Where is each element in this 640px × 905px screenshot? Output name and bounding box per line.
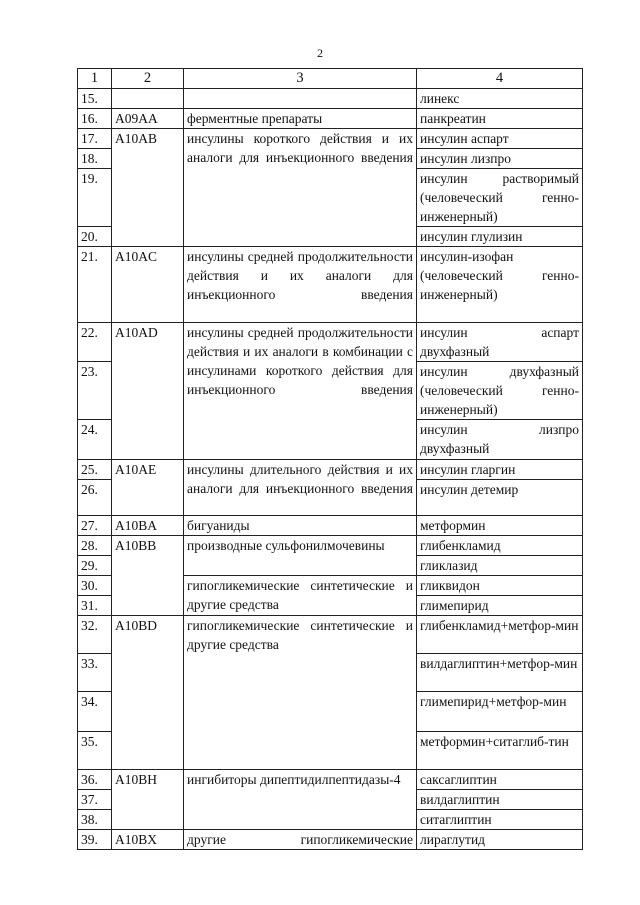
group-name (184, 89, 417, 109)
row-number: 36. (78, 770, 112, 790)
drug-name: гликлазид (417, 556, 583, 576)
drug-name: инсулин аспарт (417, 129, 583, 149)
drug-name: инсулин глулизин (417, 227, 583, 247)
row-number: 35. (78, 732, 112, 770)
group-name: инсулины средней продолжительности действия и их аналоги в комбинации с инсулинами короткого действия для инъекционного введения (184, 323, 417, 460)
table-row (78, 89, 583, 109)
group-name: ингибиторы дипептидилпептидазы-4 (184, 770, 417, 830)
table-row (78, 460, 583, 480)
group-name: инсулины средней продолжительности действия и их аналоги для инъекционного введения (184, 247, 417, 323)
row-number: 28. (78, 536, 112, 556)
row-number: 25. (78, 460, 112, 480)
drug-name: инсулин гларгин (417, 460, 583, 480)
atc-code: A10BH (112, 770, 184, 830)
table-row (78, 770, 583, 790)
table-row (78, 536, 583, 556)
row-number: 27. (78, 516, 112, 536)
drug-name: инсулин-изофан (человеческий генно-инженерный) (417, 247, 583, 323)
row-number: 31. (78, 596, 112, 616)
drug-name: вилдаглиптин (417, 790, 583, 810)
row-number: 18. (78, 149, 112, 169)
drug-name: глимепирид+метфор-мин (417, 692, 583, 732)
drug-name: саксаглиптин (417, 770, 583, 790)
atc-code: A10AE (112, 460, 184, 516)
drug-name: инсулин двухфазный (человеческий генно-инженерный) (417, 362, 583, 420)
table-row (78, 129, 583, 149)
drug-name: глибенкламид (417, 536, 583, 556)
atc-code: A10AC (112, 247, 184, 323)
drug-name: линекс (417, 89, 583, 109)
drug-name: глимепирид (417, 596, 583, 616)
row-number: 19. (78, 169, 112, 227)
row-number: 16. (78, 109, 112, 129)
drug-name: метформин (417, 516, 583, 536)
row-number: 32. (78, 616, 112, 654)
group-name: инсулины длительного действия и их аналоги для инъекционного введения (184, 460, 417, 516)
table-row (78, 247, 583, 323)
table-row (78, 516, 583, 536)
atc-code: A10AD (112, 323, 184, 460)
row-number: 39. (78, 830, 112, 850)
header-col-2: 2 (112, 69, 184, 89)
atc-code: A10AB (112, 129, 184, 247)
drug-name: лираглутид (417, 830, 583, 850)
table-row (78, 109, 583, 129)
drug-name: глибенкламид+метфор-мин (417, 616, 583, 654)
row-number: 15. (78, 89, 112, 109)
row-number: 26. (78, 480, 112, 516)
table-row (78, 616, 583, 654)
drug-name: гликвидон (417, 576, 583, 596)
table-row (78, 323, 583, 362)
group-name: другие гипогликемические (184, 830, 417, 850)
row-number: 33. (78, 654, 112, 692)
row-number: 29. (78, 556, 112, 576)
row-number: 30. (78, 576, 112, 596)
table-row (78, 830, 583, 850)
row-number: 34. (78, 692, 112, 732)
medications-table (77, 68, 583, 850)
drug-name: метформин+ситаглиб-тин (417, 732, 583, 770)
atc-code: A10BB (112, 536, 184, 616)
atc-code: A10BA (112, 516, 184, 536)
group-name: бигуаниды (184, 516, 417, 536)
header-col-1: 1 (78, 69, 112, 89)
drug-name: инсулин лизпро двухфазный (417, 420, 583, 460)
drug-name: инсулин аспарт двухфазный (417, 323, 583, 362)
drug-name: панкреатин (417, 109, 583, 129)
drug-name: инсулин детемир (417, 480, 583, 516)
atc-code: A09AA (112, 109, 184, 129)
atc-code: A10BX (112, 830, 184, 850)
header-row (78, 69, 583, 89)
row-number: 21. (78, 247, 112, 323)
atc-code (112, 89, 184, 109)
drug-name: ситаглиптин (417, 810, 583, 830)
header-col-4: 4 (417, 69, 583, 89)
row-number: 23. (78, 362, 112, 420)
row-number: 24. (78, 420, 112, 460)
group-name: ферментные препараты (184, 109, 417, 129)
drug-name: инсулин растворимый (человеческий генно-инженерный) (417, 169, 583, 227)
row-number: 22. (78, 323, 112, 362)
page-number: 2 (317, 46, 323, 60)
drug-name: вилдаглиптин+метфор-мин (417, 654, 583, 692)
header-col-3: 3 (184, 69, 417, 89)
row-number: 38. (78, 810, 112, 830)
atc-code: A10BD (112, 616, 184, 770)
row-number: 17. (78, 129, 112, 149)
drug-name: инсулин лизпро (417, 149, 583, 169)
group-name: инсулины короткого действия и их аналоги для инъекционного введения (184, 129, 417, 247)
row-number: 37. (78, 790, 112, 810)
group-name: производные сульфонилмочевины (184, 536, 417, 576)
row-number: 20. (78, 227, 112, 247)
group-name: гипогликемические синтетические и другие средства (184, 616, 417, 770)
group-name: гипогликемические синтетические и другие средства (184, 576, 417, 616)
